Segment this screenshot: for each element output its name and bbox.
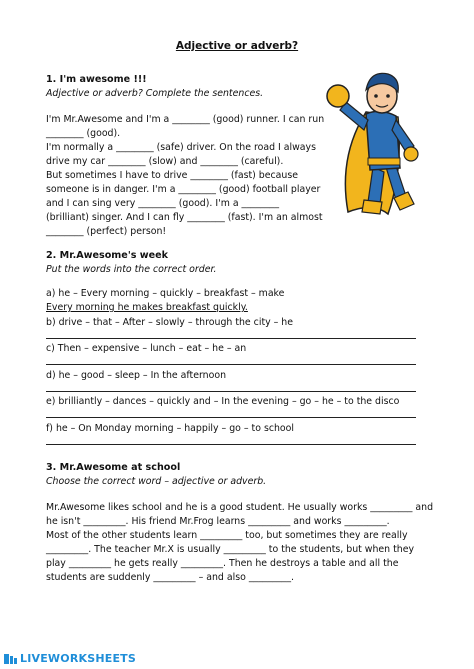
section1-line: someone is in danger. I'm a ________ (good) football player bbox=[46, 184, 321, 195]
section2-instruction: Put the words into the correct order. bbox=[46, 264, 217, 275]
section3-line: play _________ he gets really _________. Then he destroys a table and all the bbox=[46, 558, 399, 569]
reorder-item: b) drive – that – After – slowly – through the city – he bbox=[46, 317, 294, 328]
section1-line: and I can sing very ________ (good). I'm a ________ bbox=[46, 198, 280, 209]
section3-heading: 3. Mr.Awesome at school bbox=[46, 462, 181, 473]
answer-line[interactable] bbox=[46, 364, 416, 365]
section3-line: Mr.Awesome likes school and he is a good student. He usually works _________ and bbox=[46, 502, 434, 513]
section3-line: Most of the other students learn _________ too, but sometimes they are really bbox=[46, 530, 408, 541]
superhero-illustration bbox=[318, 62, 436, 222]
answer-line[interactable] bbox=[46, 444, 416, 445]
answer-line[interactable] bbox=[46, 338, 416, 339]
section3-line: _________. The teacher Mr.X is usually _________ to the students, but when they bbox=[46, 544, 415, 555]
section1-line: drive my car ________ (slow) and ________ (careful). bbox=[46, 156, 284, 167]
section1-line: I'm Mr.Awesome and I'm a ________ (good) runner. I can run bbox=[46, 114, 325, 125]
section1-line: ________ (perfect) person! bbox=[46, 226, 167, 237]
footer-brand[interactable] bbox=[0, 649, 474, 669]
answer-line[interactable] bbox=[46, 391, 416, 392]
reorder-item: a) he – Every morning – quickly – breakfast – make bbox=[46, 288, 285, 299]
section1-heading: 1. I'm awesome !!! bbox=[46, 74, 147, 85]
section3-instruction: Choose the correct word – adjective or adverb. bbox=[46, 476, 267, 487]
answer-line[interactable] bbox=[46, 417, 416, 418]
page-title: Adjective or adverb? bbox=[175, 40, 299, 52]
example-answer: Every morning he makes breakfast quickly. bbox=[46, 302, 248, 313]
section2-heading: 2. Mr.Awesome's week bbox=[46, 250, 169, 261]
footer-brand-text: LIVEWORKSHEETS bbox=[20, 652, 136, 665]
liveworksheets-logo-icon bbox=[4, 653, 18, 665]
section1-line: ________ (good). bbox=[46, 128, 121, 139]
section1-instruction: Adjective or adverb? Complete the sentences. bbox=[46, 88, 264, 99]
section1-line: (brilliant) singer. And I can fly ________ (fast). I'm an almost bbox=[46, 212, 323, 223]
section3-line: he isn't _________. His friend Mr.Frog learns _________ and works _________. bbox=[46, 516, 390, 527]
reorder-item: f) he – On Monday morning – happily – go – to school bbox=[46, 423, 295, 434]
reorder-item: c) Then – expensive – lunch – eat – he – an bbox=[46, 343, 247, 354]
section1-line: I'm normally a ________ (safe) driver. On the road I always bbox=[46, 142, 316, 153]
section3-line: students are suddenly _________ – and also _________. bbox=[46, 572, 294, 583]
reorder-item: d) he – good – sleep – In the afternoon bbox=[46, 370, 227, 381]
section1-line: But sometimes I have to drive ________ (fast) because bbox=[46, 170, 299, 181]
reorder-item: e) brilliantly – dances – quickly and – In the evening – go – he – to the disco bbox=[46, 396, 400, 407]
